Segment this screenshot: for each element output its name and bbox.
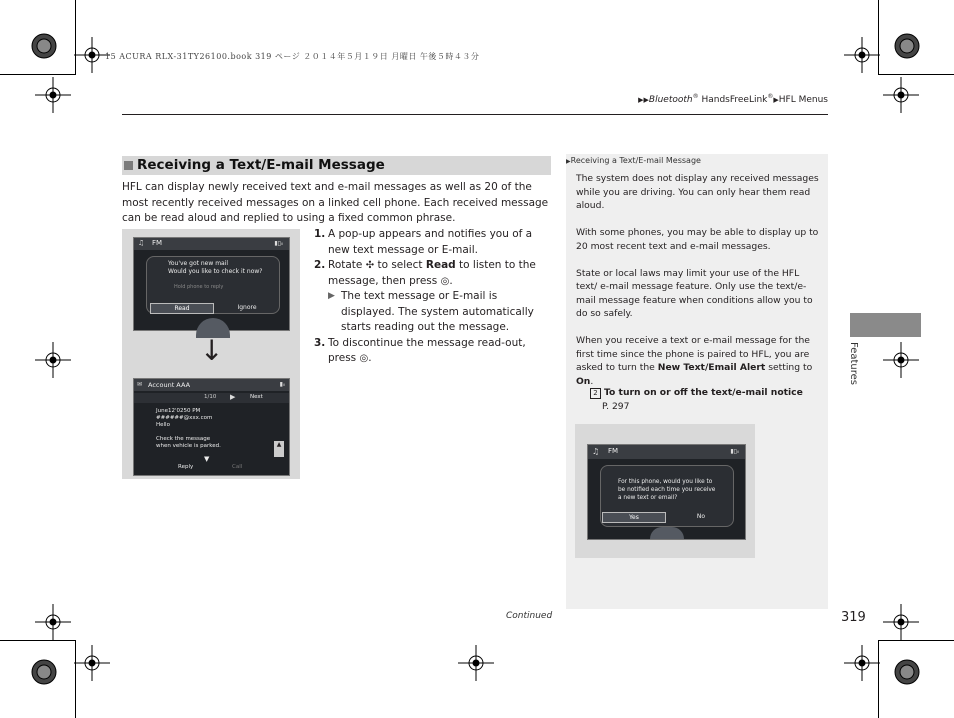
ignore-button[interactable]: Ignore — [237, 304, 257, 311]
sidebar-title — [566, 156, 701, 165]
selector-knob-icon: ✣ — [365, 260, 375, 271]
header-rule — [122, 114, 828, 115]
no-button[interactable]: No — [696, 513, 706, 520]
breadcrumb-bluetooth: Bluetooth — [648, 95, 693, 105]
figure-screens — [122, 229, 300, 479]
next-arrow-icon: ▶ — [230, 393, 236, 401]
step-1 — [314, 227, 554, 258]
screen-notify — [587, 444, 746, 540]
chapter-tab-label: Features — [848, 342, 859, 385]
music-note-icon: ♫ — [138, 239, 145, 247]
screen2-body1: Check the message — [156, 436, 211, 442]
step-2-text-b: to select — [374, 259, 426, 271]
screen2-subject: Hello — [156, 422, 170, 428]
screen1-line1: You've got new mail — [168, 260, 229, 267]
press-knob-icon: ◎ — [359, 353, 369, 364]
screen-new-mail — [133, 237, 290, 331]
breadcrumb-reg: ® — [692, 93, 699, 100]
sidebar-p3: State or local laws may limit your use of the HFL text/ e-mail message feature. Only use the text/e-mail message feature when conditions allow you to do so safely. — [576, 267, 813, 319]
step-2-read: Read — [425, 259, 456, 271]
step-2-result-text: The text message or E-mail is displayed. The system automatically starts reading out the message. — [341, 290, 534, 333]
section-title: Receiving a Text/E-mail Message — [137, 157, 385, 173]
step-2-result — [314, 289, 554, 336]
screen1-line3: Hold phone to reply — [174, 284, 224, 290]
step-3-number: 3. — [314, 336, 326, 349]
yes-button[interactable]: Yes — [602, 512, 666, 523]
read-button[interactable]: Read — [150, 303, 214, 314]
xref-page: P. 297 — [602, 400, 630, 412]
breadcrumb-hfl-menus: HFL Menus — [778, 95, 828, 105]
screen1-line2: Would you like to check it now? — [168, 268, 263, 275]
call-button[interactable]: Call — [232, 464, 243, 470]
page-number: 319 — [841, 610, 866, 625]
screen-message-view — [133, 378, 290, 476]
step-2-text-c: to listen to the message, then press — [328, 259, 536, 287]
sidebar-p4 — [576, 334, 820, 388]
ref-arrow-icon: ▶ — [566, 158, 571, 165]
down-arrow-icon: ↓ — [200, 334, 224, 367]
screen1-source: FM — [152, 239, 163, 247]
sidebar-text — [576, 172, 820, 402]
signal-icon: ▮▯ᵢₗ — [274, 240, 283, 247]
sidebar-title-text: Receiving a Text/E-mail Message — [570, 156, 701, 165]
sidebar-p4-on: On — [576, 375, 591, 387]
breadcrumb-arrows: ▶▶ — [638, 96, 649, 104]
screen2-body2: when vehicle is parked. — [156, 443, 221, 449]
xref-icon: 2 — [590, 388, 601, 399]
intro-paragraph: HFL can display newly received text and e-mail messages as well as 20 of the most recently received messages on a linked cell phone. Each received message can be read aloud and replied to using a fixed common phrase. — [122, 181, 549, 224]
screen2-account: Account AAA — [148, 381, 191, 389]
breadcrumb-hfl: HandsFreeLink — [698, 95, 768, 105]
section-heading — [122, 156, 551, 175]
print-header: 15 ACURA RLX-31TY26100.book 319 ページ ２０１４年５月１９日 月曜日 午後５時４３分 — [105, 52, 480, 61]
step-2 — [314, 258, 554, 289]
breadcrumb-arrow: ▶ — [773, 96, 779, 104]
sidebar-p2: With some phones, you may be able to display up to 20 most recent text and e-mail messages. — [576, 227, 819, 252]
screen2-page: 1/10 — [204, 394, 217, 400]
step-3 — [314, 336, 554, 367]
screen3-line1: For this phone, would you like to — [618, 479, 713, 485]
result-arrow-icon: ▶ — [328, 291, 335, 301]
step-3-text: To discontinue the message read-out, press — [328, 336, 526, 364]
step-3-end: . — [368, 352, 372, 364]
step-2-end: . — [449, 274, 453, 287]
signal-icon: ▮▯ᵢₗ — [730, 448, 739, 455]
screen3-line2: be notified each time you receive — [618, 487, 716, 493]
breadcrumb-reg2: ® — [767, 93, 774, 100]
step-1-text: A pop-up appears and notifies you of a new text message or E-mail. — [328, 228, 533, 256]
step-1-number: 1. — [314, 228, 326, 240]
signal-icon: ▮ᵢₗ — [279, 381, 285, 388]
xref-text: To turn on or off the text/e-mail notice — [604, 387, 803, 398]
heading-square-icon — [124, 161, 133, 170]
step-2-number: 2. — [314, 259, 326, 271]
message-icon: ✉ — [137, 381, 143, 388]
sidebar-p4-setting: New Text/Email Alert — [657, 362, 766, 373]
continued-label: Continued — [506, 611, 553, 621]
chapter-tab[interactable] — [850, 313, 921, 337]
sidebar-p1: The system does not display any received messages while you are driving. You can only hear them read aloud. — [576, 173, 819, 211]
sidebar-p4-a: When you receive a text or e-mail message for the first time since the phone is paired to HFL, you are asked to turn the — [576, 335, 810, 373]
screen3-line3: a new text or email? — [618, 495, 678, 501]
cross-reference[interactable] — [590, 386, 803, 413]
sidebar-p4-b: setting to — [765, 362, 813, 373]
reply-button[interactable]: Reply — [178, 464, 194, 470]
sidebar-p4-end: . — [590, 375, 594, 387]
step-2-text-a: Rotate — [328, 259, 366, 271]
figure-notify-prompt — [575, 424, 755, 558]
steps-list — [314, 227, 554, 367]
screen3-source: FM — [608, 447, 619, 455]
music-note-icon: ♫ — [592, 447, 600, 456]
scroll-icon[interactable]: ▲ — [274, 441, 284, 457]
screen2-date: June12'0250 PM — [156, 408, 201, 414]
next-button[interactable]: Next — [250, 394, 263, 400]
press-knob-icon: ◎ — [440, 275, 450, 287]
screen2-email: ######@xxx.com — [156, 415, 213, 421]
down-caret-icon: ▼ — [204, 455, 210, 463]
breadcrumb — [638, 93, 828, 105]
